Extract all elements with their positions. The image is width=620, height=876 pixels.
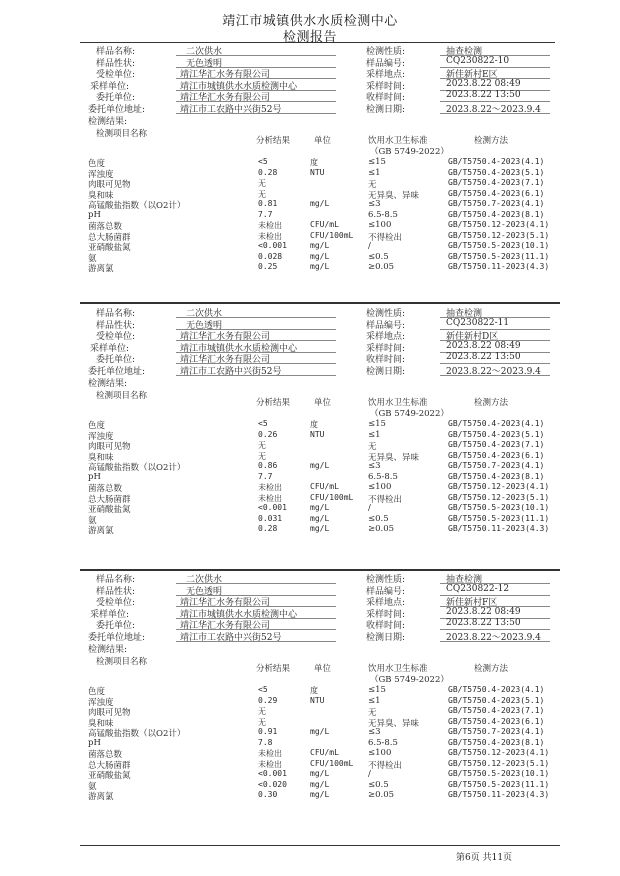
item-method: GB/T5750.4-2023(5.1) (448, 695, 545, 705)
col-header-result: 分析结果 (256, 398, 291, 408)
item-name: 菌落总数 (88, 750, 123, 760)
item-method: GB/T5750.12-2023(5.1) (448, 492, 550, 502)
label-consignor-addr: 委托单位地址: (88, 632, 146, 643)
label-sample-state: 样品性状: (96, 320, 136, 331)
item-method: GB/T5750.4-2023(4.1) (448, 685, 545, 694)
item-standard: ≤15 (368, 419, 386, 429)
page-number: 第6页 共11页 (456, 853, 513, 863)
item-name: 游离氯 (88, 264, 114, 274)
field-underline (176, 641, 336, 642)
item-standard: ≤15 (368, 685, 386, 695)
label-client: 受检单位: (96, 70, 136, 80)
item-standard: ≤1 (368, 429, 381, 440)
label-consignor: 委托单位: (96, 93, 136, 103)
col-header-std-code: （GB 5749-2022） (370, 147, 449, 157)
col-header-method: 检测方法 (474, 398, 509, 408)
item-unit: mg/L (310, 199, 330, 208)
item-name: 肉眼可见物 (88, 180, 131, 190)
value-consignor: 靖江华汇水务有限公司 (180, 355, 271, 365)
item-result: 未检出 (258, 493, 282, 503)
value-sampler-unit: 靖江市城镇供水水质检测中心 (180, 81, 298, 92)
item-method: GB/T5750.4-2023(5.1) (448, 167, 545, 177)
label-sample-name: 样品名称: (96, 575, 136, 585)
item-method: GB/T5750.4-2023(4.1) (448, 419, 545, 428)
item-method: GB/T5750.7-2023(4.1) (448, 727, 545, 736)
value-sampler-unit: 靖江市城镇供水水质检测中心 (180, 609, 298, 620)
label-test-nature: 检测性质: (366, 47, 406, 57)
section-divider (80, 302, 560, 304)
item-result: 0.28 (258, 524, 278, 533)
item-result: 7.7 (258, 209, 273, 219)
item-method: GB/T5750.12-2023(4.1) (448, 482, 550, 491)
value-consignor-addr: 靖江市工农路中兴街52号 (180, 366, 282, 377)
label-test-result: 检测结果: (88, 645, 128, 655)
item-method: GB/T5750.5-2023(11.1) (448, 251, 550, 261)
item-name: 游离氯 (88, 526, 114, 536)
item-name: 臭和味 (88, 190, 114, 201)
col-header-method: 检测方法 (474, 664, 509, 674)
item-method: GB/T5750.7-2023(4.1) (448, 461, 545, 470)
col-header-method: 检测方法 (474, 136, 509, 146)
item-unit: NTU (310, 429, 325, 439)
value-sample-state: 无色透明 (186, 586, 223, 597)
label-sample-site: 采样地点: (366, 598, 406, 608)
value-consignor-addr: 靖江市工农路中兴街52号 (180, 104, 282, 115)
item-method: GB/T5750.12-2023(4.1) (448, 748, 550, 757)
col-header-unit: 单位 (314, 664, 332, 674)
item-name: 浑浊度 (88, 431, 114, 442)
value-client: 靖江华汇水务有限公司 (180, 598, 271, 608)
report-title: 检测报告 (282, 30, 337, 45)
item-name: 色度 (88, 421, 106, 431)
item-name: 游离氯 (88, 792, 114, 802)
value-sample-time: 2023.8.22 08:49 (446, 340, 521, 351)
value-receive-time: 2023.8.22 13:50 (446, 352, 521, 362)
item-standard: 无 (368, 442, 377, 452)
item-unit: CFU/100mL (310, 230, 354, 240)
value-sample-site: 新佳新村E区 (446, 70, 498, 80)
label-sampler-unit: 采样单位: (90, 343, 130, 354)
item-result: <0.001 (258, 241, 287, 250)
value-sample-no: CQ230822-12 (446, 583, 510, 594)
item-result: 0.81 (258, 199, 278, 208)
value-sample-no: CQ230822-10 (446, 55, 510, 66)
item-standard: 无 (368, 180, 377, 190)
label-consignor: 委托单位: (96, 355, 136, 365)
field-underline (440, 113, 550, 114)
label-sample-state: 样品性状: (96, 58, 136, 69)
item-name: 臭和味 (88, 718, 114, 729)
item-method: GB/T5750.5-2023(10.1) (448, 769, 550, 778)
item-method: GB/T5750.11-2023(4.3) (448, 790, 550, 799)
value-sampler-unit: 靖江市城镇供水水质检测中心 (180, 343, 298, 354)
item-standard: 6.5-8.5 (368, 209, 398, 220)
item-method: GB/T5750.4-2023(7.1) (448, 178, 545, 187)
item-unit: 度 (310, 420, 318, 429)
item-standard: 无 (368, 708, 377, 718)
item-name: 氨 (88, 253, 97, 264)
value-sample-name: 二次供水 (186, 309, 223, 319)
item-name: 总大肠菌群 (88, 494, 131, 505)
field-underline (440, 641, 550, 642)
value-sample-name: 二次供水 (186, 47, 223, 57)
value-sample-name: 二次供水 (186, 575, 223, 585)
item-method: GB/T5750.4-2023(7.1) (448, 706, 545, 715)
item-method: GB/T5750.5-2023(11.1) (448, 779, 550, 789)
item-standard: ≤15 (368, 157, 386, 167)
item-unit: mg/L (310, 727, 330, 736)
label-sample-time: 采样时间: (366, 81, 406, 92)
col-header-result: 分析结果 (256, 136, 291, 146)
item-standard: 不得检出 (368, 232, 403, 243)
item-standard: ≥0.05 (368, 790, 395, 800)
item-unit: mg/L (310, 251, 330, 261)
item-result: 0.028 (258, 251, 283, 261)
item-unit: NTU (310, 167, 325, 177)
item-result: 无 (258, 189, 266, 199)
value-sample-time: 2023.8.22 08:49 (446, 606, 521, 617)
col-header-std-code: （GB 5749-2022） (370, 675, 449, 685)
item-result: <0.020 (258, 779, 287, 789)
item-name: 亚硝酸盐氮 (88, 771, 131, 781)
item-result: 无 (258, 707, 266, 716)
item-result: 无 (258, 441, 266, 450)
item-name: 菌落总数 (88, 222, 123, 232)
label-sample-name: 样品名称: (96, 309, 136, 319)
value-consignor-addr: 靖江市工农路中兴街52号 (180, 632, 282, 643)
item-result: 0.29 (258, 695, 278, 705)
value-test-nature: 抽查检测 (446, 309, 483, 319)
item-standard: ≤0.5 (368, 513, 389, 524)
label-test-nature: 检测性质: (366, 309, 406, 319)
item-method: GB/T5750.4-2023(8.1) (448, 737, 545, 747)
label-sample-time: 采样时间: (366, 343, 406, 354)
item-method: GB/T5750.4-2023(5.1) (448, 429, 545, 439)
item-name: 高锰酸盐指数（以O2计） (88, 201, 186, 211)
item-result: 未检出 (258, 759, 282, 769)
item-method: GB/T5750.4-2023(6.1) (448, 450, 545, 460)
label-test-result: 检测结果: (88, 379, 128, 389)
value-client: 靖江华汇水务有限公司 (180, 70, 271, 80)
item-standard: ≤3 (368, 461, 381, 471)
value-test-date: 2023.8.22～2023.9.4 (446, 632, 541, 643)
item-standard: ≤3 (368, 199, 381, 209)
item-result: 0.28 (258, 167, 278, 177)
field-underline (176, 113, 336, 114)
value-sample-site: 新佳新村D区 (446, 332, 499, 342)
item-unit: CFU/mL (310, 482, 339, 491)
label-sample-time: 采样时间: (366, 609, 406, 620)
item-name: 总大肠菌群 (88, 760, 131, 771)
item-result: 7.8 (258, 737, 273, 747)
item-unit: 度 (310, 686, 318, 695)
col-header-item: 检测项目名称 (96, 129, 148, 139)
item-result: 0.91 (258, 727, 278, 736)
item-standard: ≤3 (368, 727, 381, 737)
col-header-std: 饮用水卫生标准 (368, 398, 428, 408)
item-result: 7.7 (258, 471, 273, 481)
org-title: 靖江市城镇供水水质检测中心 (222, 14, 398, 29)
field-underline (176, 375, 336, 376)
item-method: GB/T5750.5-2023(10.1) (448, 503, 550, 512)
section-divider (80, 569, 560, 571)
item-name: 肉眼可见物 (88, 708, 131, 718)
item-method: GB/T5750.5-2023(11.1) (448, 513, 550, 523)
item-standard: 无异臭、异味 (368, 718, 420, 729)
label-sample-state: 样品性状: (96, 586, 136, 597)
item-standard: 无异臭、异味 (368, 452, 420, 463)
label-sample-name: 样品名称: (96, 47, 136, 57)
item-method: GB/T5750.12-2023(5.1) (448, 758, 550, 768)
item-method: GB/T5750.12-2023(5.1) (448, 230, 550, 240)
value-receive-time: 2023.8.22 13:50 (446, 90, 521, 100)
item-method: GB/T5750.12-2023(4.1) (448, 220, 550, 229)
item-method: GB/T5750.11-2023(4.3) (448, 262, 550, 271)
item-method: GB/T5750.4-2023(6.1) (448, 188, 545, 198)
item-method: GB/T5750.5-2023(10.1) (448, 241, 550, 250)
label-sample-no: 样品编号: (366, 320, 406, 331)
label-test-date: 检测日期: (366, 366, 406, 377)
item-unit: CFU/mL (310, 748, 339, 757)
item-unit: CFU/100mL (310, 492, 354, 502)
item-unit: CFU/100mL (310, 758, 354, 768)
label-consignor: 委托单位: (96, 621, 136, 631)
item-name: 肉眼可见物 (88, 442, 131, 452)
item-name: 色度 (88, 159, 106, 169)
label-consignor-addr: 委托单位地址: (88, 104, 146, 115)
item-result: 0.86 (258, 461, 278, 470)
item-method: GB/T5750.11-2023(4.3) (448, 524, 550, 533)
item-result: 无 (258, 179, 266, 188)
item-unit: mg/L (310, 769, 330, 778)
col-header-std-code: （GB 5749-2022） (370, 409, 449, 419)
item-result: <5 (258, 419, 268, 428)
col-header-item: 检测项目名称 (96, 657, 148, 667)
item-standard: ≤100 (368, 748, 392, 758)
item-unit: mg/L (310, 790, 330, 799)
col-header-item: 检测项目名称 (96, 391, 148, 401)
item-standard: ≥0.05 (368, 262, 395, 272)
item-standard: / (368, 769, 371, 779)
label-client: 受检单位: (96, 332, 136, 342)
item-standard: ≥0.05 (368, 524, 395, 534)
item-name: pH (88, 471, 101, 482)
item-unit: mg/L (310, 461, 330, 470)
item-method: GB/T5750.4-2023(8.1) (448, 471, 545, 481)
item-result: <0.001 (258, 503, 287, 512)
item-standard: 不得检出 (368, 494, 403, 505)
value-receive-time: 2023.8.22 13:50 (446, 618, 521, 628)
item-method: GB/T5750.4-2023(6.1) (448, 716, 545, 726)
item-name: 总大肠菌群 (88, 232, 131, 243)
label-sampler-unit: 采样单位: (90, 609, 130, 620)
item-result: <5 (258, 685, 268, 694)
value-sample-state: 无色透明 (186, 320, 223, 331)
item-standard: 6.5-8.5 (368, 737, 398, 748)
item-name: 浑浊度 (88, 169, 114, 180)
label-consignor-addr: 委托单位地址: (88, 366, 146, 377)
item-method: GB/T5750.4-2023(7.1) (448, 440, 545, 449)
item-name: 高锰酸盐指数（以O2计） (88, 729, 186, 739)
item-name: pH (88, 209, 101, 220)
item-name: pH (88, 737, 101, 748)
item-standard: / (368, 241, 371, 251)
item-name: 浑浊度 (88, 697, 114, 708)
value-client: 靖江华汇水务有限公司 (180, 332, 271, 342)
label-sample-no: 样品编号: (366, 58, 406, 69)
item-unit: mg/L (310, 241, 330, 250)
item-unit: NTU (310, 695, 325, 705)
item-method: GB/T5750.7-2023(4.1) (448, 199, 545, 208)
item-result: 未检出 (258, 231, 282, 241)
item-result: 0.25 (258, 262, 278, 271)
value-sample-no: CQ230822-11 (446, 317, 510, 328)
label-sample-no: 样品编号: (366, 586, 406, 597)
item-unit: mg/L (310, 262, 330, 271)
item-name: 菌落总数 (88, 484, 123, 494)
item-standard: ≤1 (368, 167, 381, 178)
item-standard: ≤100 (368, 220, 392, 230)
item-result: 0.30 (258, 790, 278, 799)
value-test-nature: 抽查检测 (446, 575, 483, 585)
label-test-result: 检测结果: (88, 117, 128, 127)
label-test-date: 检测日期: (366, 104, 406, 115)
value-sample-site: 新佳新村F区 (446, 598, 498, 608)
item-name: 氨 (88, 515, 97, 526)
item-name: 亚硝酸盐氮 (88, 243, 131, 253)
item-result: 0.031 (258, 513, 283, 523)
item-result: 未检出 (258, 221, 282, 230)
label-sampler-unit: 采样单位: (90, 81, 130, 92)
item-result: 未检出 (258, 483, 282, 492)
item-result: 0.26 (258, 429, 278, 439)
value-sample-state: 无色透明 (186, 58, 223, 69)
col-header-unit: 单位 (314, 136, 332, 146)
item-result: <5 (258, 157, 268, 166)
item-standard: 6.5-8.5 (368, 471, 398, 482)
value-test-nature: 抽查检测 (446, 47, 483, 57)
col-header-unit: 单位 (314, 398, 332, 408)
item-unit: mg/L (310, 524, 330, 533)
item-name: 臭和味 (88, 452, 114, 463)
item-standard: ≤100 (368, 482, 392, 492)
item-unit: mg/L (310, 513, 330, 523)
label-client: 受检单位: (96, 598, 136, 608)
item-result: 未检出 (258, 749, 282, 758)
item-result: <0.001 (258, 769, 287, 778)
item-result: 无 (258, 717, 266, 727)
item-result: 无 (258, 451, 266, 461)
label-test-nature: 检测性质: (366, 575, 406, 585)
item-unit: mg/L (310, 503, 330, 512)
field-underline (440, 375, 550, 376)
item-unit: CFU/mL (310, 220, 339, 229)
col-header-result: 分析结果 (256, 664, 291, 674)
value-sample-time: 2023.8.22 08:49 (446, 78, 521, 89)
label-receive-time: 收样时间: (366, 621, 406, 631)
value-test-date: 2023.8.22～2023.9.4 (446, 104, 541, 115)
bottom-rule (80, 845, 560, 846)
item-name: 氨 (88, 781, 97, 792)
item-method: GB/T5750.4-2023(4.1) (448, 157, 545, 166)
item-standard: / (368, 503, 371, 513)
label-sample-site: 采样地点: (366, 332, 406, 342)
item-name: 亚硝酸盐氮 (88, 505, 131, 515)
item-name: 色度 (88, 687, 106, 697)
label-sample-site: 采样地点: (366, 70, 406, 80)
value-test-date: 2023.8.22～2023.9.4 (446, 366, 541, 377)
title-underline (80, 42, 555, 43)
item-method: GB/T5750.4-2023(8.1) (448, 209, 545, 219)
item-unit: 度 (310, 158, 318, 167)
col-header-std: 饮用水卫生标准 (368, 136, 428, 146)
col-header-std: 饮用水卫生标准 (368, 664, 428, 674)
item-standard: ≤0.5 (368, 251, 389, 262)
label-test-date: 检测日期: (366, 632, 406, 643)
item-standard: 无异臭、异味 (368, 190, 420, 201)
item-standard: ≤1 (368, 695, 381, 706)
value-consignor: 靖江华汇水务有限公司 (180, 93, 271, 103)
item-standard: ≤0.5 (368, 779, 389, 790)
item-name: 高锰酸盐指数（以O2计） (88, 463, 186, 473)
label-receive-time: 收样时间: (366, 93, 406, 103)
label-receive-time: 收样时间: (366, 355, 406, 365)
item-unit: mg/L (310, 779, 330, 789)
item-standard: 不得检出 (368, 760, 403, 771)
value-consignor: 靖江华汇水务有限公司 (180, 621, 271, 631)
